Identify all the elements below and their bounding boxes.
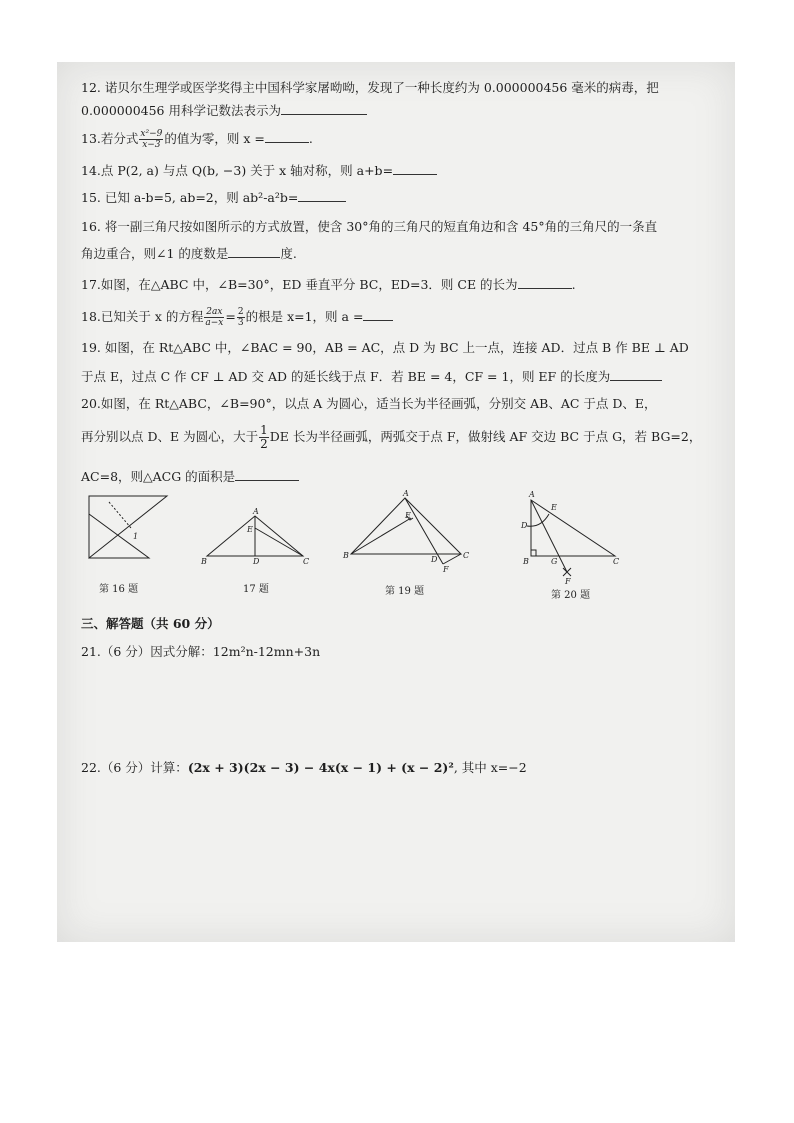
figure-20-label-d: D <box>521 521 528 530</box>
section-3-title: 三、解答题（共 60 分） <box>81 616 220 631</box>
figure-17-segment-ec <box>255 528 303 556</box>
figure-17-label-b: B <box>201 557 207 566</box>
question-18-prefix: 18.已知关于 x 的方程 <box>81 309 204 324</box>
figure-16-caption: 第 16 题 <box>99 584 139 595</box>
fraction-18-lhs <box>204 307 224 328</box>
question-19-line2 <box>81 366 662 387</box>
question-21: 21.（6 分）因式分解：12m²n-12mn+3n <box>81 644 321 659</box>
fraction-13-denominator: x−3 <box>142 140 161 150</box>
question-15-text: 15. 已知 a-b=5, ab=2，则 ab²-a²b= <box>81 190 299 205</box>
figure-17-label-d: D <box>253 557 260 566</box>
question-16-line2 <box>81 243 297 264</box>
question-13-end: . <box>308 131 313 146</box>
question-22-suffix: , 其中 x=−2 <box>453 760 527 775</box>
figure-20-ray-af <box>531 500 567 572</box>
question-12-line2 <box>81 100 367 121</box>
figure-19-label-d: D <box>431 555 438 564</box>
answer-blank-16[interactable] <box>228 243 280 258</box>
figure-20-triangle <box>531 500 615 556</box>
figure-16 <box>87 494 171 564</box>
question-17 <box>81 274 576 295</box>
figure-19-label-b: B <box>343 551 349 560</box>
figure-20-label-e: E <box>551 503 557 512</box>
answer-blank-15[interactable] <box>298 187 346 202</box>
figure-20-arc-cross-f <box>563 568 571 576</box>
figure-20-caption: 第 20 题 <box>551 590 591 601</box>
fraction-18-rhs-denominator: 3 <box>237 318 244 328</box>
figure-19 <box>343 489 471 574</box>
question-12-text: 0.000000456 用科学记数法表示为 <box>81 103 281 118</box>
fraction-18-rhs <box>237 307 245 328</box>
figure-20-label-b: B <box>523 557 529 566</box>
question-13 <box>81 128 313 150</box>
fraction-20 <box>259 424 269 451</box>
figure-20-label-g: G <box>551 557 558 566</box>
question-14 <box>81 160 437 181</box>
fraction-18-rhs-numerator: 2 <box>237 307 244 317</box>
figure-20-arc <box>527 514 549 526</box>
question-19-line1: 19. 如图，在 Rt△ABC 中，∠BAC = 90，AB = AC，点 D 为 BC 上一点，连接 AD．过点 B 作 BE ⊥ AD <box>81 340 689 355</box>
question-22-prefix: 22.（6 分）计算： <box>81 760 188 775</box>
fraction-13 <box>139 129 163 150</box>
question-12-line1: 12. 诺贝尔生理学或医学奖得主中国科学家屠呦呦，发现了一种长度约为 0.000000456 毫米的病毒，把 <box>81 80 659 95</box>
fraction-13-numerator: x²−9 <box>140 129 163 139</box>
figure-17-label-c: C <box>303 557 310 566</box>
figure-20-label-c: C <box>613 557 620 566</box>
figure-19-label-f: F <box>443 565 449 574</box>
answer-blank-18[interactable] <box>363 306 393 321</box>
figure-19-triangle <box>351 498 461 554</box>
question-15 <box>81 187 346 208</box>
question-16-text: 角边重合，则∠1 的度数是 <box>81 246 229 261</box>
answer-blank-13[interactable] <box>265 128 309 143</box>
figure-17-label-e: E <box>247 525 253 534</box>
fraction-20-denominator: 2 <box>260 437 268 451</box>
figure-17 <box>201 507 310 566</box>
exam-page <box>57 62 735 942</box>
figure-17-label-a: A <box>253 507 259 516</box>
question-17-text: 17.如图，在△ABC 中，∠B=30°，ED 垂直平分 BC，ED=3．则 CE 的长为 <box>81 277 518 292</box>
question-13-prefix: 13.若分式 <box>81 131 139 146</box>
answer-blank-20[interactable] <box>235 466 299 481</box>
question-20-text-c: AC=8，则△ACG 的面积是 <box>81 469 236 484</box>
figure-19-label-c: C <box>463 551 470 560</box>
figure-19-segment-cf <box>443 554 461 564</box>
question-13-suffix: 的值为零，则 x = <box>164 131 265 146</box>
figure-19-label-a: A <box>403 489 409 498</box>
question-20-text-b: DE 长为半径画弧，两弧交于点 F，做射线 AF 交边 BC 于点 G，若 BG=2， <box>269 429 702 444</box>
question-22-expression: (2x + 3)(2x − 3) − 4x(x − 1) + (x − 2)² <box>187 760 454 775</box>
fraction-18-lhs-numerator: 2ax <box>206 307 223 317</box>
question-18-suffix: 的根是 x=1，则 a = <box>245 309 364 324</box>
fraction-18-lhs-denominator: a−x <box>205 318 224 328</box>
question-19-text: 于点 E，过点 C 作 CF ⊥ AD 交 AD 的延长线于点 F．若 BE = 4，CF = 1，则 EF 的长度为 <box>81 369 611 384</box>
equals-sign: = <box>225 309 236 324</box>
question-20-line2 <box>81 424 701 451</box>
figure-19-label-e: E <box>405 511 411 520</box>
figure-20 <box>521 490 620 586</box>
figure-20-label-f: F <box>565 577 571 586</box>
question-16-end: 度. <box>280 246 297 261</box>
figure-19-caption: 第 19 题 <box>385 586 425 597</box>
answer-blank-12[interactable] <box>281 100 367 115</box>
question-14-text: 14.点 P(2, a) 与点 Q(b, −3) 关于 x 轴对称，则 a+b= <box>81 163 394 178</box>
question-20-line1: 20.如图，在 Rt△ABC，∠B=90°，以点 A 为圆心，适当长为半径画弧，分别交 AB、AC 于点 D、E， <box>81 396 657 411</box>
answer-blank-19[interactable] <box>610 366 662 381</box>
answer-blank-14[interactable] <box>393 160 437 175</box>
figure-16-angle-label: 1 <box>133 532 139 541</box>
fraction-20-numerator: 1 <box>260 423 268 437</box>
question-17-end: . <box>571 277 576 292</box>
question-22 <box>81 758 527 778</box>
answer-blank-17[interactable] <box>518 274 572 289</box>
figure-16-triangle-45 <box>89 496 167 558</box>
figure-20-right-angle-b <box>531 550 536 556</box>
question-16-line1: 16. 将一副三角尺按如图所示的方式放置，使含 30°角的三角尺的短直角边和含 45°角的三角尺的一条直 <box>81 219 658 234</box>
question-20-text-a: 再分别以点 D、E 为圆心，大于 <box>81 429 259 444</box>
question-20-line3 <box>81 466 299 487</box>
figure-16-dashed-line <box>109 502 131 528</box>
figure-17-caption: 17 题 <box>243 584 269 595</box>
figure-20-label-a: A <box>529 490 535 499</box>
question-18 <box>81 306 393 328</box>
